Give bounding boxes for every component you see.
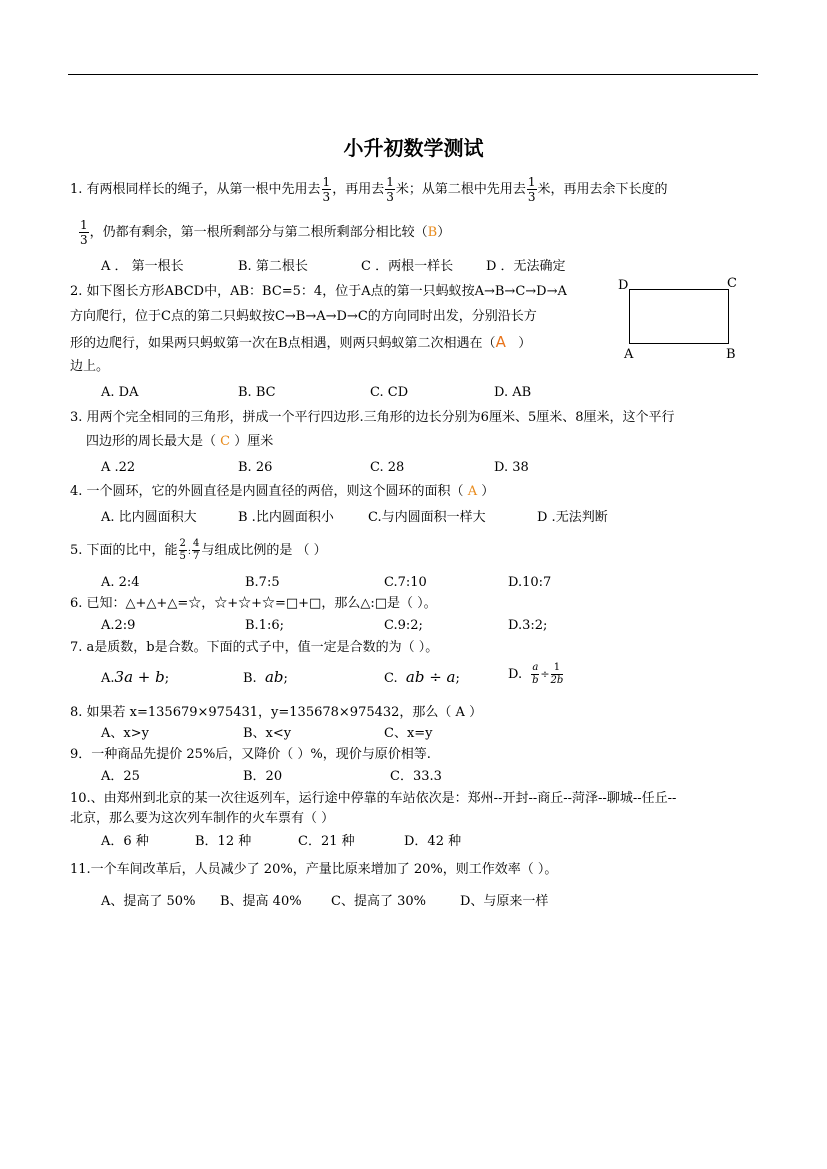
q1-answer: B — [427, 225, 438, 240]
q11-option-a: A、提高了 50% — [101, 894, 196, 909]
q1-option-b: B. 第二根长 — [238, 259, 308, 274]
q1-fraction-1: $\frac{1}{3}$ — [322, 175, 331, 204]
q6-option-a: A.2:9 — [101, 618, 136, 633]
q2-line2: 方向爬行，位于C点的第二只蚂蚁按C→B→A→D→C的方向同时出发，分别沿长方 — [70, 309, 537, 324]
q11-option-c: C、提高了 30% — [331, 894, 426, 909]
q4-line1: 4. 一个圆环，它的外圆直径是内圆直径的两倍，则这个圆环的面积（ A ） — [70, 484, 495, 499]
q2-option-c: C. CD — [370, 385, 409, 400]
q8-option-c: C、x=y — [384, 726, 433, 741]
q4-option-a: A. 比内圆面积大 — [101, 510, 197, 525]
q9-line1: 9．一种商品先提价 25%后，又降价（ ）%，现价与原价相等. — [70, 747, 431, 762]
q2-line3: 形的边爬行，如果两只蚂蚁第一次在B点相遇，则两只蚂蚁第二次相遇在（A ） — [70, 333, 532, 351]
label-b: B — [726, 347, 736, 362]
q2-line1: 2. 如下图长方形ABCD中，AB：BC=5：4，位于A点的第一只蚂蚁按A→B→C→D→A — [70, 284, 567, 299]
q6-line1: 6. 已知：△+△+△=☆，☆+☆+☆=□+□，那么△:□是（ ）。 — [70, 596, 437, 611]
q3-option-c: C. 28 — [370, 460, 405, 475]
q2-line4: 边上。 — [70, 359, 110, 374]
q7-fraction-2: $\frac{1}{2b}$ — [550, 662, 564, 686]
q11-line1: 11.一个车间改革后，人员减少了 20%，产量比原来增加了 20%，则工作效率（ ）。 — [70, 862, 558, 877]
q2-option-b: B. BC — [238, 385, 276, 400]
q6-option-d: D.3:2; — [508, 618, 548, 633]
q8-option-b: B、x<y — [243, 726, 292, 741]
label-c: C — [727, 276, 737, 291]
q7-option-c: C. ab ÷ a; — [384, 668, 460, 686]
q2-answer: A — [495, 333, 506, 351]
q11-option-b: B、提高 40% — [220, 894, 302, 909]
q5-line1: 5. 下面的比中，能 $\frac{2}{5}$ : $\frac{4}{7}$ 与组成比例的是 （ ） — [70, 538, 327, 562]
q5-fraction-1: $\frac{2}{5}$ — [179, 538, 186, 562]
q8-line1: 8. 如果若 x=135679×975431，y=135678×975432，那么（ A ） — [70, 705, 483, 720]
page-title: 小升初数学测试 — [343, 136, 484, 160]
q11-option-d: D、与原来一样 — [460, 894, 549, 909]
q5-option-a: A. 2:4 — [101, 575, 140, 590]
q3-answer: C — [220, 434, 231, 449]
q2-option-d: D. AB — [494, 385, 532, 400]
q1-option-c: C ．两根一样长 — [361, 259, 454, 274]
q7-option-d: D. $\frac{a}{b}$ ÷ $\frac{1}{2b}$ — [508, 662, 564, 686]
q8-option-a: A、x>y — [101, 726, 149, 741]
rectangle-abcd — [629, 289, 729, 344]
q9-option-a: A．25 — [101, 769, 140, 784]
q3-line1: 3. 用两个完全相同的三角形，拼成一个平行四边形.三角形的边长分别为6厘米、5厘米、8厘米，这个平行 — [70, 410, 675, 425]
q1-option-a: A ． 第一根长 — [101, 259, 184, 274]
header-rule — [68, 74, 758, 75]
q10-option-d: D．42 种 — [404, 834, 462, 849]
q1-line2: $\frac{1}{3}$ ，仍都有剩余，第一根所剩部分与第二根所剩部分相比较（B） — [80, 218, 451, 247]
q4-option-d: D .无法判断 — [537, 510, 608, 525]
q10-option-b: B．12 种 — [195, 834, 252, 849]
q9-option-b: B．20 — [243, 769, 283, 784]
q4-option-c: C.与内圆面积一样大 — [368, 510, 486, 525]
q10-line1: 10.、由郑州到北京的某一次往返列车，运行途中停靠的车站依次是：郑州--开封--商丘--菏泽--聊城--任丘-- — [70, 791, 677, 806]
q5-fraction-2: $\frac{4}{7}$ — [192, 538, 200, 562]
q5-option-d: D.10:7 — [508, 575, 552, 590]
q7-fraction-1: $\frac{a}{b}$ — [532, 662, 539, 686]
label-a: A — [624, 347, 634, 362]
q9-option-c: C．33.3 — [390, 769, 442, 784]
q7-option-a: A.3a + b; — [101, 668, 170, 686]
q10-option-c: C．21 种 — [298, 834, 355, 849]
q6-option-c: C.9:2; — [384, 618, 423, 633]
q5-option-c: C.7:10 — [384, 575, 427, 590]
q3-option-b: B. 26 — [238, 460, 273, 475]
q1-option-d: D ．无法确定 — [486, 259, 566, 274]
q10-line2: 北京，那么要为这次列车制作的火车票有（ ） — [70, 811, 335, 826]
q1-fraction-2: $\frac{1}{3}$ — [386, 175, 394, 204]
q3-option-a: A .22 — [101, 460, 136, 475]
q7-line1: 7. a是质数，b是合数。下面的式子中，值一定是合数的为（ ）。 — [70, 640, 439, 655]
q5-option-b: B.7:5 — [245, 575, 280, 590]
q4-answer: A — [467, 484, 478, 499]
q7-option-b: B. ab; — [243, 668, 288, 686]
q10-option-a: A．6 种 — [101, 834, 149, 849]
q4-option-b: B .比内圆面积小 — [238, 510, 334, 525]
q6-option-b: B.1:6; — [245, 618, 284, 633]
q2-option-a: A. DA — [101, 385, 139, 400]
q3-line2: 四边形的周长最大是（ C ）厘米 — [86, 434, 274, 449]
q1-fraction-3: $\frac{1}{3}$ — [527, 175, 536, 204]
label-d: D — [618, 278, 629, 293]
q3-option-d: D. 38 — [494, 460, 529, 475]
q1-fraction-4: $\frac{1}{3}$ — [80, 218, 88, 247]
q1-line1: 1. 有两根同样长的绳子，从第一根中先用去 $\frac{1}{3}$ ，再用去 $\frac{1}{3}$ 米；从第二根中先用去 $\frac{1}{3}$ 米，再用去余下长度的 — [70, 175, 668, 204]
